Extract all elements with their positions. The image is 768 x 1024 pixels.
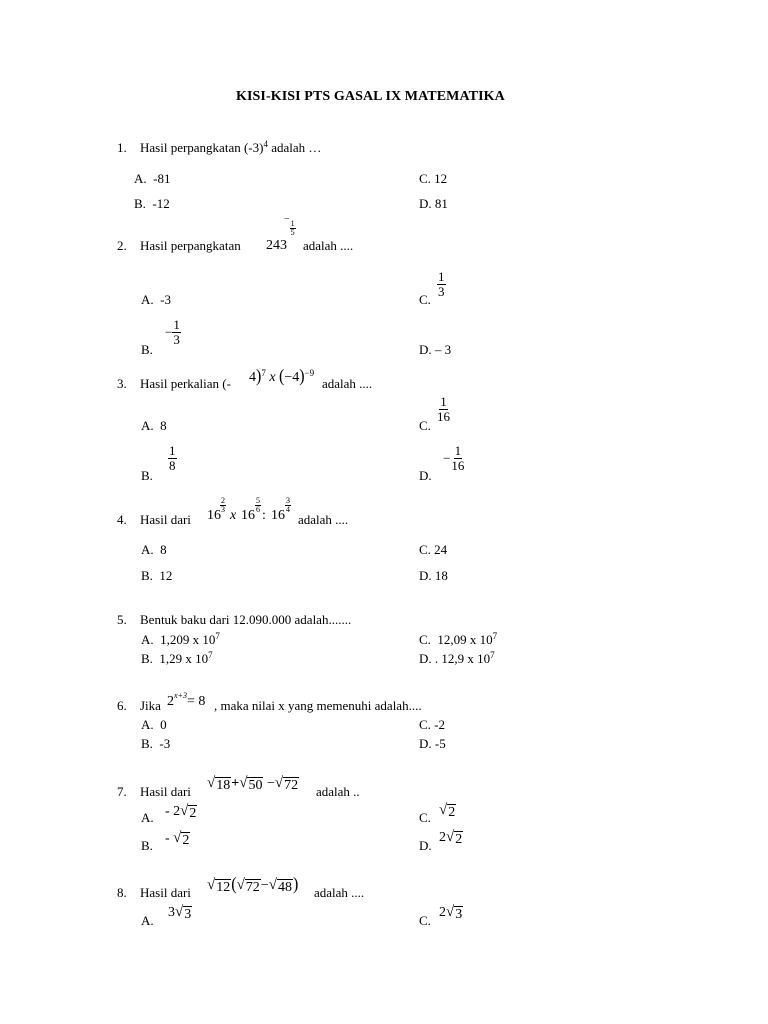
option-c-value: √ 2	[439, 802, 456, 820]
math-expression: √ 18 + √ 50 − √ 72	[207, 775, 299, 793]
math-expression: $2^{x+3}= 8$	[167, 691, 206, 709]
question-text: Hasil dari	[140, 885, 191, 900]
question-text: Jika	[140, 698, 161, 713]
question-tail: adalah ....	[303, 238, 354, 253]
option-b: B. 1,29 x $10^7$	[141, 650, 213, 666]
question-tail: adalah ....	[322, 376, 373, 391]
option-b-fraction: − $\frac{1}{3}$	[165, 317, 180, 347]
exponent: − $\frac{1}{5}$	[284, 214, 295, 237]
question-text: Bentuk baku dari 12.090.000 adalah.......	[140, 612, 352, 627]
option-c: C. 24	[419, 542, 448, 557]
question-text: Hasil perkalian (-	[140, 376, 231, 391]
option-a: A. 0	[141, 717, 167, 732]
option-c: C. 12	[419, 171, 448, 186]
option-b: B. 12	[141, 568, 173, 583]
option-c: C.	[419, 913, 431, 928]
option-a: A. -3	[141, 292, 171, 307]
option-a-value: 3 √ 3	[168, 904, 192, 922]
option-a: A. -81	[134, 171, 171, 186]
question-number: 1.	[117, 140, 127, 155]
option-c: C.	[419, 810, 431, 825]
option-a: A. 8	[141, 542, 167, 557]
base-3: 16	[271, 508, 285, 523]
option-b: B. -3	[141, 736, 171, 751]
exponent-1: $\frac{2}{3}$	[221, 496, 225, 514]
exponent-2: $\frac{5}{6}$	[256, 496, 260, 514]
option-b-value: - √ 2	[165, 830, 190, 848]
option-a: A. 8	[141, 418, 167, 433]
math-expression: 243	[266, 238, 287, 253]
option-b: B.	[141, 468, 153, 483]
question-number: 5.	[117, 612, 127, 627]
base-2: 16	[241, 508, 255, 523]
question-number: 2.	[117, 238, 127, 253]
question-tail: adalah ....	[298, 512, 349, 527]
option-d: D. 81	[419, 196, 448, 211]
math-expression: 16	[207, 508, 221, 523]
question-text: Hasil dari	[140, 784, 191, 799]
option-c: C. -2	[419, 717, 446, 732]
option-d: D. 18	[419, 568, 448, 583]
question-number: 4.	[117, 512, 127, 527]
option-c: C.	[419, 418, 431, 433]
question-tail: , maka nilai x yang memenuhi adalah....	[214, 698, 422, 713]
option-b-fraction: $\frac{1}{8}$	[169, 443, 176, 473]
option-d: D.	[419, 468, 432, 483]
option-a: A.	[141, 810, 154, 825]
colon-sign: :	[262, 508, 266, 523]
option-c: C. 12,09 x $10^7$	[419, 631, 498, 647]
question-number: 8.	[117, 885, 127, 900]
question-tail: adalah ..	[316, 784, 360, 799]
question-text: Hasil dari	[140, 512, 191, 527]
option-c-fraction: $\frac{1}{3}$	[438, 269, 445, 299]
option-b: B. -12	[134, 196, 170, 211]
option-d-fraction: − $\frac{1}{16}$	[443, 443, 465, 473]
option-c-value: 2 √ 3	[439, 904, 463, 922]
math-expression: √ 12 ( √ 72 − √ 48 )	[207, 874, 299, 895]
question-number: 3.	[117, 376, 127, 391]
option-b: B.	[141, 838, 153, 853]
exponent-3: $\frac{3}{4}$	[286, 496, 290, 514]
option-a-value: - 2 √ 2	[165, 803, 197, 821]
option-d: D. . 12,9 x $10^7$	[419, 650, 495, 666]
option-a: A.	[141, 913, 154, 928]
option-d: D. – 3	[419, 342, 452, 357]
page-title: KISI-KISI PTS GASAL IX MATEMATIKA	[236, 89, 505, 104]
option-c-fraction: $\frac{1}{16}$	[437, 394, 450, 424]
option-d: D. -5	[419, 736, 446, 751]
option-d-value: 2 √ 2	[439, 829, 463, 847]
question-number: 6.	[117, 698, 127, 713]
math-expression: 4)$^7$ x $(-4)^{-9}$	[249, 366, 315, 387]
question-text: Hasil perpangkatan	[140, 238, 241, 253]
option-d: D.	[419, 838, 432, 853]
times-sign: x	[230, 508, 237, 523]
option-c: C.	[419, 292, 431, 307]
question-text: Hasil perpangkatan $(-3)^4$ adalah …	[140, 139, 322, 155]
option-a: A. 1,209 x $10^7$	[141, 631, 220, 647]
question-number: 7.	[117, 784, 127, 799]
option-b: B.	[141, 342, 153, 357]
question-tail: adalah ....	[314, 885, 365, 900]
